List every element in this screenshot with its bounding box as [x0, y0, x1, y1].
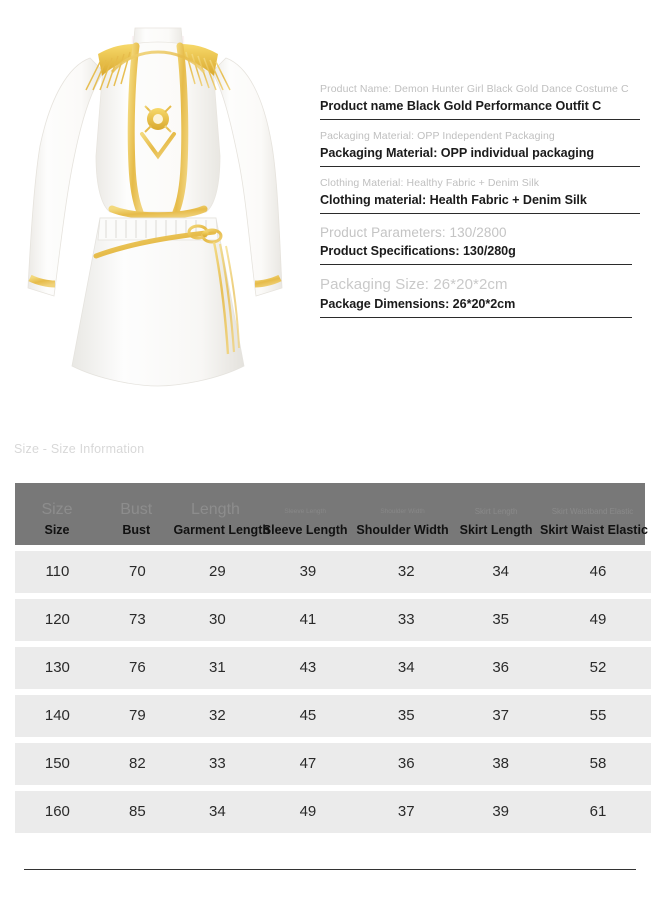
table-cell: 150 [44, 755, 70, 772]
info-divider [320, 264, 632, 265]
table-cell: 160 [44, 803, 70, 820]
table-header-cell-garment-length [173, 483, 270, 545]
info-divider [320, 119, 640, 120]
table-header-cell-skirt-waist-elastic [539, 483, 648, 545]
table-header-cell-shoulder-width [353, 483, 452, 545]
header-translated-text: Shoulder Width [356, 523, 449, 537]
product-photo [8, 6, 308, 416]
table-row [15, 551, 651, 593]
table-cell: 130 [44, 659, 70, 676]
size-table [15, 483, 651, 833]
info-translated-text: Package Dimensions: 26*20*2cm [320, 297, 516, 311]
table-cell: 49 [589, 611, 607, 628]
table-cell: 32 [209, 707, 226, 724]
table-row [15, 647, 651, 689]
info-item-product-name [320, 82, 640, 120]
table-cell: 39 [299, 563, 317, 580]
info-item-clothing-material [320, 176, 640, 214]
info-translated-text: Clothing material: Health Fabric + Denim Silk [320, 193, 587, 207]
table-cell: 58 [589, 755, 607, 772]
info-original-text: Clothing Material: Healthy Fabric + Denim Silk [320, 177, 540, 189]
table-header-cell-bust [99, 483, 173, 545]
table-cell: 37 [492, 707, 509, 724]
table-cell: 47 [299, 755, 317, 772]
table-cell: 45 [299, 707, 317, 724]
table-cell: 110 [45, 563, 70, 580]
table-row [15, 695, 651, 737]
table-row [15, 743, 651, 785]
header-original-text: Sleeve Length [284, 508, 326, 515]
table-cell: 36 [397, 755, 415, 772]
table-cell: 33 [397, 611, 415, 628]
info-original-text: Product Parameters: 130/2800 [320, 225, 507, 240]
product-overview-section [0, 0, 660, 430]
table-cell: 43 [299, 659, 317, 676]
table-cell: 35 [397, 707, 415, 724]
table-cell: 120 [44, 611, 70, 628]
table-cell: 140 [44, 707, 70, 724]
table-cell: 37 [397, 803, 415, 820]
header-original-text: Skirt Waistband Elastic [551, 507, 634, 516]
info-divider [320, 317, 632, 318]
table-cell: 73 [129, 611, 146, 628]
table-cell: 34 [492, 563, 509, 580]
table-cell: 39 [492, 803, 509, 820]
info-item-package-dimensions [320, 274, 640, 318]
table-cell: 32 [397, 563, 415, 580]
header-original-text: Shoulder Width [380, 508, 425, 515]
table-cell: 76 [129, 659, 146, 676]
table-cell: 38 [492, 755, 509, 772]
header-translated-text: Garment Length [173, 523, 270, 537]
info-original-text: Packaging Material: OPP Independent Packaging [320, 130, 555, 142]
header-original-text: Bust [120, 501, 153, 518]
header-translated-text: Size [44, 523, 70, 537]
table-cell: 70 [129, 563, 146, 580]
size-section-label: Size - Size Information [14, 442, 145, 456]
info-translated-text: Product name Black Gold Performance Outfit C [320, 99, 602, 113]
table-cell: 61 [589, 803, 607, 820]
info-item-packaging-material [320, 129, 640, 167]
table-cell: 55 [589, 707, 607, 724]
table-cell: 30 [209, 611, 226, 628]
table-cell: 33 [209, 755, 226, 772]
table-row [15, 791, 651, 833]
header-translated-text: Bust [122, 523, 151, 537]
header-original-text: Length [190, 501, 240, 518]
bottom-divider [24, 869, 636, 870]
header-original-text: Size [41, 501, 73, 518]
header-translated-text: Skirt Length [459, 523, 533, 537]
costume-illustration [8, 6, 308, 416]
table-cell: 82 [129, 755, 146, 772]
table-cell: 85 [129, 803, 146, 820]
product-info-list [320, 82, 640, 327]
header-original-text: Skirt Length [474, 507, 518, 516]
table-cell: 29 [209, 563, 226, 580]
table-cell: 34 [397, 659, 415, 676]
table-cell: 41 [299, 611, 317, 628]
table-cell: 35 [492, 611, 509, 628]
table-cell: 31 [209, 659, 226, 676]
size-table-header-row [15, 483, 648, 545]
table-cell: 79 [129, 707, 146, 724]
info-item-product-specifications [320, 223, 640, 265]
info-translated-text: Product Specifications: 130/280g [320, 244, 516, 258]
table-cell: 49 [299, 803, 317, 820]
info-divider [320, 166, 640, 167]
info-original-text: Packaging Size: 26*20*2cm [320, 276, 508, 293]
table-row [15, 599, 651, 641]
header-translated-text: Sleeve Length [262, 523, 348, 537]
table-cell: 36 [492, 659, 509, 676]
table-header-cell-skirt-length [452, 483, 540, 545]
table-cell: 52 [589, 659, 607, 676]
table-cell: 34 [209, 803, 226, 820]
info-translated-text: Packaging Material: OPP individual packaging [320, 146, 595, 160]
info-original-text: Product Name: Demon Hunter Girl Black Gold Dance Costume C [320, 83, 629, 95]
table-header-cell-sleeve-length [257, 483, 352, 545]
info-divider [320, 213, 640, 214]
table-cell: 46 [589, 563, 607, 580]
table-header-cell-size [15, 483, 99, 545]
header-translated-text: Skirt Waist Elastic [539, 523, 648, 537]
